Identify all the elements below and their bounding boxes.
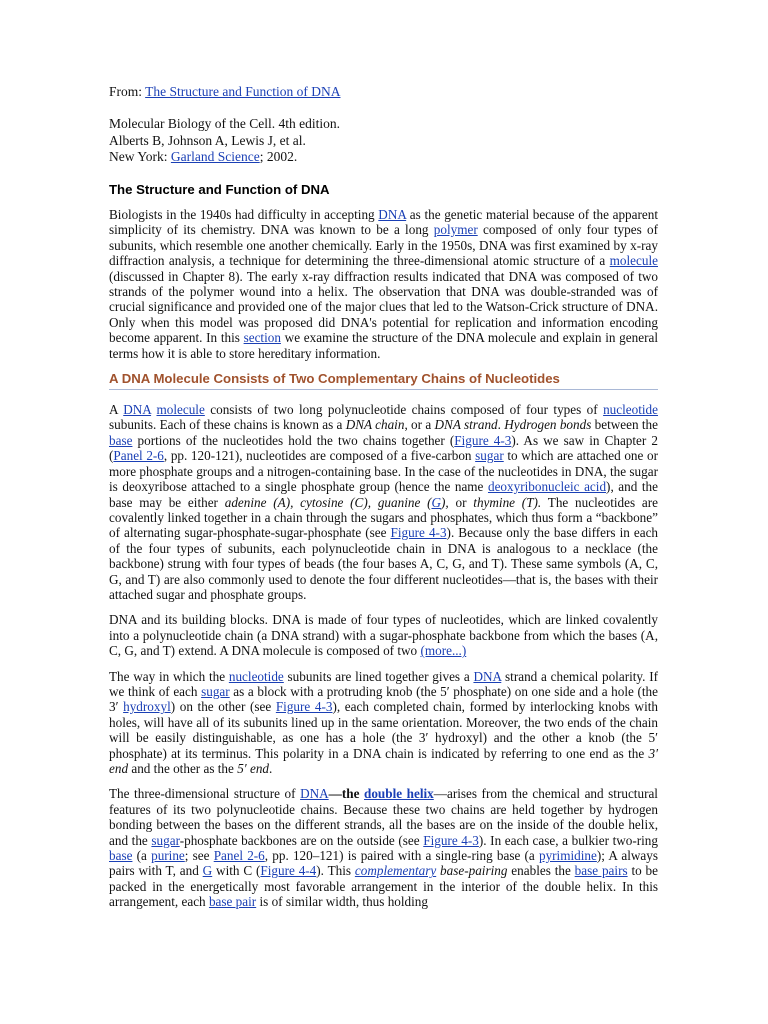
sugar-link[interactable]: sugar bbox=[151, 832, 180, 848]
citation-year: ; 2002. bbox=[259, 148, 298, 164]
text-run: consists of two long polynucleotide chains composed of four types of bbox=[204, 402, 604, 418]
text-run: between the bbox=[591, 417, 658, 433]
text-run: ) on the other (see bbox=[170, 699, 276, 715]
text-run: is of similar width, thus holding bbox=[256, 894, 428, 910]
text-run: , or a bbox=[404, 417, 435, 433]
text-run: A bbox=[109, 402, 124, 418]
figure-4-3-link[interactable]: Figure 4-3 bbox=[454, 432, 512, 448]
citation-line-2: Alberts B, Johnson A, Lewis J, et al. bbox=[109, 132, 306, 148]
text-run: or bbox=[448, 494, 474, 510]
text-run: subunits are lined together gives a bbox=[283, 668, 474, 684]
double-helix-link[interactable]: double helix bbox=[363, 786, 434, 802]
page-title: The Structure and Function of DNA bbox=[109, 182, 330, 198]
text-run: ). Because only the base differs in each of the four types of subunits, each polynucleotide chain in DNA is analogous to a necklace (the backbone) strung with four types of beads (the four bases A, C, G, and T). These same symbols (A, C, G, and T) are also commonly used to denote the four different nucleotides—that is, the bases with their attached sugar and phosphate groups. bbox=[109, 525, 659, 602]
term-hydrogen-bonds: Hydrogen bonds bbox=[504, 417, 592, 433]
source-line bbox=[109, 84, 658, 99]
text-run: with C ( bbox=[212, 863, 261, 879]
complementary-link[interactable]: complementary bbox=[354, 863, 437, 879]
text-run: (a bbox=[132, 848, 152, 864]
citation-line-3 bbox=[109, 149, 658, 165]
paragraph-double-helix bbox=[109, 786, 658, 909]
text-run: ), each completed chain, formed by interlocking knobs with holes, will have all of its subunits lined up in the same orientation. Moreover, the two ends of the chain will be easily distinguishable, as one has a hole (the 3′ hydroxyl) and the other a knob (the 5′ phosphate) at its terminus. This polarity in a DNA chain is indicated by referring to one end as the bbox=[109, 699, 658, 761]
term-base-pairing: base-pairing bbox=[440, 863, 508, 879]
text-run: to be packed in the energetically most favorable arrangement in the interior of the double helix. In this arrangement, each bbox=[109, 863, 659, 910]
panel-2-6-link[interactable]: Panel 2-6 bbox=[213, 848, 265, 864]
section-heading: A DNA Molecule Consists of Two Complementary Chains of Nucleotides bbox=[109, 371, 658, 390]
text-run: -phosphate backbones are on the outside (see bbox=[179, 832, 424, 848]
text-run: . bbox=[269, 761, 273, 777]
source-title-link[interactable]: The Structure and Function of DNA bbox=[145, 84, 341, 99]
base-pairs-link[interactable]: base pairs bbox=[574, 863, 628, 879]
dna-link[interactable]: DNA bbox=[123, 402, 152, 418]
base-link[interactable]: base bbox=[109, 848, 133, 864]
deoxyribonucleic-acid-link[interactable]: deoxyribonucleic acid bbox=[487, 479, 607, 495]
text-run: as the genetic material because of the apparent simplicity of its chemistry. DNA was known to be a long bbox=[109, 207, 658, 238]
text-run: —the bbox=[328, 786, 364, 802]
more-link[interactable]: (more...) bbox=[420, 643, 467, 659]
molecule-link[interactable]: molecule bbox=[156, 402, 205, 418]
text-run: (discussed in Chapter 8). The early x-ray diffraction results indicated that DNA was composed of two strands of the polymer wound into a helix. The observation that DNA was double-stranded was of crucial significance and provided one of the major clues that led to the Watson-Crick structure of DNA. Only when this model was proposed did DNA's potential for replication and information encoding become apparent. In this bbox=[109, 268, 658, 346]
panel-2-6-link[interactable]: Panel 2-6 bbox=[113, 448, 164, 464]
text-run: ). This bbox=[316, 863, 355, 879]
guanine-link[interactable]: G bbox=[431, 494, 442, 510]
term-bases-close: ), bbox=[441, 494, 449, 510]
publisher-link[interactable]: Garland Science bbox=[170, 148, 260, 164]
text-run: ), and the base may be either bbox=[109, 479, 659, 510]
guanine-link[interactable]: G bbox=[202, 863, 213, 879]
term-5-end: 5′ end bbox=[237, 761, 270, 777]
citation-city: New York: bbox=[109, 148, 171, 164]
text-run: composed of only four types of subunits, which resemble one another chemically. Early in the 1950s, DNA was first examined by x-ray diffraction analysis, a technique for determining the three-dimensional atomic structure of a bbox=[109, 222, 658, 269]
text-run: Biologists in the 1940s had difficulty in accepting bbox=[109, 207, 379, 223]
text-run: to which are attached one or more phosphate groups and a nitrogen-containing base. In the case of the nucleotides in DNA, the sugar is deoxyribose attached to a single phosphate group (hence the name bbox=[109, 448, 658, 495]
dna-link[interactable]: DNA bbox=[378, 207, 407, 223]
text-run: subunits. Each of these chains is known as a bbox=[109, 417, 346, 433]
text-run: , pp. 120–121) is paired with a single-ring base (a bbox=[264, 848, 539, 864]
text-run: ; see bbox=[184, 848, 214, 864]
text-run: . bbox=[497, 417, 505, 433]
hydroxyl-link[interactable]: hydroxyl bbox=[123, 699, 171, 715]
text-run: portions of the nucleotides hold the two chains together ( bbox=[132, 432, 455, 448]
intro-paragraph bbox=[109, 207, 658, 361]
section-link[interactable]: section bbox=[243, 330, 281, 346]
pyrimidine-link[interactable]: pyrimidine bbox=[538, 848, 597, 864]
figure-4-3-link[interactable]: Figure 4-3 bbox=[423, 832, 479, 848]
term-3-end: 3′ end bbox=[109, 745, 658, 777]
term-dna-chain: DNA chain bbox=[345, 417, 405, 433]
term-bases: adenine (A), cytosine (C), guanine ( bbox=[224, 494, 432, 510]
sugar-link[interactable]: sugar bbox=[475, 448, 504, 464]
dna-link[interactable]: DNA bbox=[473, 668, 502, 684]
figure-4-4-link[interactable]: Figure 4-4 bbox=[260, 863, 317, 879]
purine-link[interactable]: purine bbox=[151, 848, 185, 864]
base-pair-link[interactable]: base pair bbox=[208, 894, 257, 910]
base-link[interactable]: base bbox=[109, 432, 133, 448]
text-run: The way in which the bbox=[109, 668, 229, 684]
text-run: strand a chemical polarity. If we think of each bbox=[109, 668, 658, 699]
text-run: , pp. 120-121), nucleotides are composed of a five-carbon bbox=[163, 448, 476, 464]
nucleotide-link[interactable]: nucleotide bbox=[228, 668, 284, 684]
paragraph-dna-molecule bbox=[109, 402, 658, 602]
text-run: as a block with a protruding knob (the 5′ phosphate) on one side and a hole (the 3′ bbox=[109, 683, 659, 715]
polymer-link[interactable]: polymer bbox=[433, 222, 478, 238]
source-from-label: From: bbox=[109, 84, 146, 99]
citation-block bbox=[109, 116, 658, 165]
figure-4-3-link[interactable]: Figure 4-3 bbox=[275, 699, 333, 715]
text-run: The nucleotides are covalently linked together in a chain through the sugars and phosphates, which thus form a “backbone” of alternating sugar-phosphate-sugar-phosphate (see bbox=[109, 494, 658, 541]
text-run: The three-dimensional structure of bbox=[109, 786, 301, 802]
dna-link[interactable]: DNA bbox=[300, 786, 329, 802]
term-dna-strand: DNA strand bbox=[434, 417, 498, 433]
figure-4-3-link[interactable]: Figure 4-3 bbox=[390, 525, 447, 541]
text-run: enables the bbox=[507, 863, 575, 879]
text-run: we examine the structure of the DNA molecule and explain in general terms how it is able to store hereditary information. bbox=[109, 330, 658, 361]
text-run: and the other as the bbox=[128, 761, 238, 777]
text-run: ). As we saw in Chapter 2 ( bbox=[109, 432, 658, 464]
paragraph-polarity bbox=[109, 669, 658, 777]
text-run: DNA and its building blocks. DNA is made of four types of nucleotides, which are linked covalently into a polynucleotide chain (a DNA strand) with a sugar-phosphate backbone from which the bases (A, C, G, and T) extend. A DNA molecule is composed of two bbox=[109, 612, 658, 659]
document-body bbox=[109, 84, 658, 920]
citation-line-1: Molecular Biology of the Cell. 4th edition. bbox=[109, 116, 340, 132]
nucleotide-link[interactable]: nucleotide bbox=[603, 402, 659, 418]
text-run: ). In each case, a bulkier two-ring bbox=[478, 832, 658, 848]
figure-caption-paragraph bbox=[109, 612, 658, 658]
term-thymine: thymine (T). bbox=[473, 494, 542, 510]
sugar-link[interactable]: sugar bbox=[201, 683, 230, 699]
text-run: ); A always pairs with T, and bbox=[109, 848, 658, 879]
molecule-link[interactable]: molecule bbox=[609, 253, 658, 269]
text-run: —arises from the chemical and structural features of its two polynucleotide chains. Because these two chains are held together by hydrogen bonding between the bases on the different strands, all the bases are on the inside of the double helix, and the bbox=[109, 786, 658, 848]
